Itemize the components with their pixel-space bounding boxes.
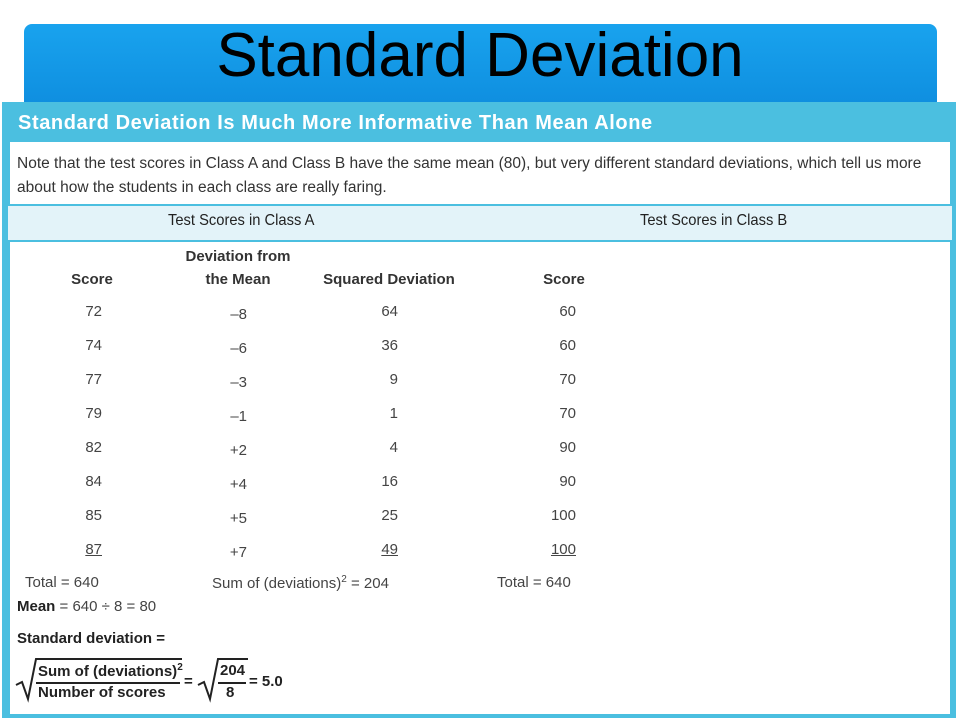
mean-line xyxy=(17,598,156,615)
col-deviation-line1: Deviation from xyxy=(185,248,291,265)
class-a-squared-deviation: 9 xyxy=(389,371,398,388)
table-header-band xyxy=(8,204,952,242)
class-b-score: 90 xyxy=(559,439,576,456)
col-score-b: Score xyxy=(543,271,585,288)
class-a-score: 82 xyxy=(85,439,102,456)
class-b-score: 60 xyxy=(559,337,576,354)
class-a-deviation: +4 xyxy=(229,476,247,493)
slide-title: Standard Deviation xyxy=(216,21,744,90)
class-a-score: 77 xyxy=(85,371,102,388)
col-squared-deviation: Squared Deviation xyxy=(323,271,455,288)
class-a-deviation: +7 xyxy=(229,544,247,561)
col-deviation-line2: the Mean xyxy=(205,271,271,288)
class-a-deviation: –3 xyxy=(230,374,247,391)
sum-sq-deviations xyxy=(212,574,389,592)
class-a-score: 74 xyxy=(85,337,102,354)
class-a-squared-deviation: 36 xyxy=(381,337,398,354)
sum-sq-label: Sum of (deviations) xyxy=(212,575,342,592)
class-a-header: Test Scores in Class A xyxy=(168,212,315,229)
fraction2-denominator: 8 xyxy=(226,684,235,701)
class-b-total: Total = 640 xyxy=(497,574,571,591)
class-a-squared-deviation: 1 xyxy=(389,405,398,422)
figure-title: Standard Deviation Is Much More Informative Than Mean Alone xyxy=(18,112,653,134)
class-b-score: 100 xyxy=(550,541,576,558)
class-a-score: 84 xyxy=(85,473,102,490)
class-b-score: 90 xyxy=(559,473,576,490)
mean-label: Mean xyxy=(17,598,56,615)
class-b-score: 70 xyxy=(559,371,576,388)
figure-note: Note that the test scores in Class A and Class B have the same mean (80), but very different standard deviations, which tell us more about how the students in each class are really faring. xyxy=(17,155,922,196)
mean-value: = 640 ÷ 8 = 80 xyxy=(55,598,157,615)
class-a-score: 72 xyxy=(85,303,102,320)
class-b-score: 70 xyxy=(559,405,576,422)
sd-result: = 5.0 xyxy=(249,673,283,690)
fraction2-numerator: 204 xyxy=(220,662,246,679)
class-a-score: 79 xyxy=(85,405,102,422)
equals-sign: = xyxy=(184,673,193,690)
col-score-a: Score xyxy=(71,271,113,288)
class-a-squared-deviation: 16 xyxy=(381,473,398,490)
class-a-total: Total = 640 xyxy=(25,574,99,591)
class-a-score: 85 xyxy=(85,507,102,524)
class-a-squared-deviation: 25 xyxy=(381,507,398,524)
class-a-deviation: +5 xyxy=(229,510,247,527)
class-a-deviation: +2 xyxy=(229,442,247,459)
class-b-score: 60 xyxy=(559,303,576,320)
class-a-squared-deviation: 64 xyxy=(381,303,398,320)
class-a-squared-deviation: 4 xyxy=(389,439,398,456)
class-a-deviation: –6 xyxy=(230,340,247,357)
class-a-deviation: –8 xyxy=(230,306,247,323)
class-a-squared-deviation: 49 xyxy=(381,541,398,558)
fraction-numerator-exp: 2 xyxy=(177,662,183,673)
sd-label: Standard deviation = xyxy=(17,630,165,647)
class-a-score: 87 xyxy=(85,541,102,558)
sum-sq-exponent: 2 xyxy=(341,574,347,585)
class-a-deviation: –1 xyxy=(230,408,247,425)
class-b-score: 100 xyxy=(550,507,576,524)
fraction-denominator: Number of scores xyxy=(38,684,166,701)
fraction-numerator xyxy=(38,662,183,680)
class-b-header: Test Scores in Class B xyxy=(640,212,788,229)
fraction-numerator-text: Sum of (deviations) xyxy=(38,663,178,680)
sum-sq-value: = 204 xyxy=(346,575,389,592)
